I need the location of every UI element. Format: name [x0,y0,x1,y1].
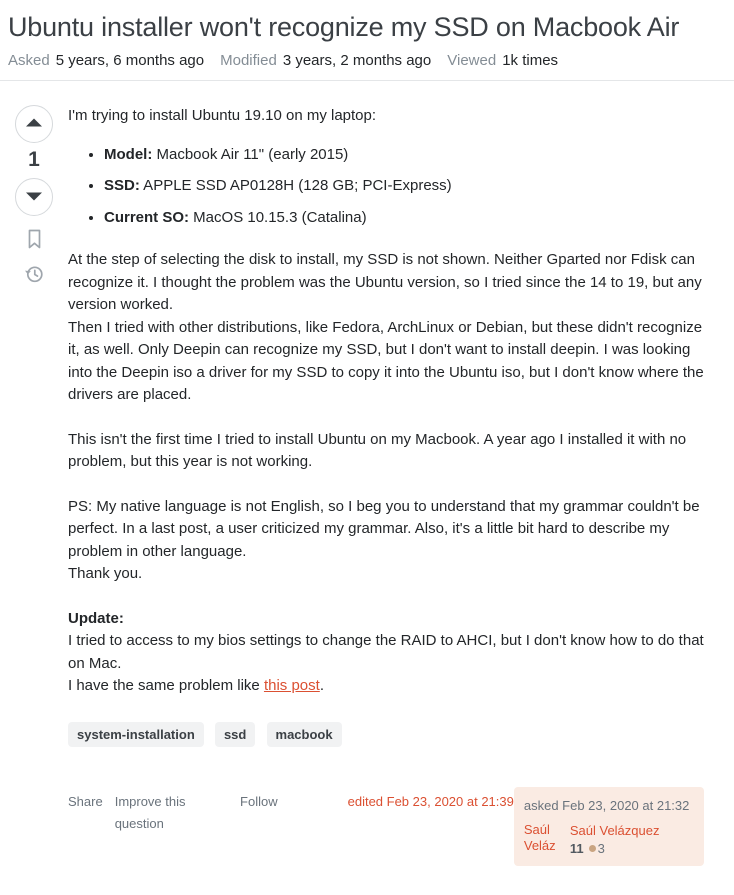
bronze-badge-count: 3 [597,841,605,857]
avatar[interactable]: Saúl Veláz [523,822,556,854]
paragraph-text: . [319,677,324,695]
history-icon [23,273,45,288]
spec-value: APPLE SSD AP0128H (128 GB; PCI-Express) [139,177,452,195]
username-link[interactable]: Saúl Velázquez [569,823,660,839]
asked-value: 5 years, 6 months ago [55,52,205,70]
meta-modified [220,52,431,69]
viewed-value: 1k times [502,52,559,70]
post-menu [68,787,290,836]
asked-timestamp: asked Feb 23, 2020 at 21:32 [523,797,690,813]
question-meta-row [8,52,726,69]
vote-up-button[interactable] [15,105,53,143]
vote-column [8,105,60,866]
spec-label: SSD: [104,177,140,195]
reputation-score: 11 [569,841,584,857]
paragraph-problem [68,249,708,407]
spec-value: Macbook Air 11" (early 2015) [152,145,349,163]
modified-value: 3 years, 2 months ago [282,52,432,70]
user-info-row [524,822,694,857]
paragraph-ps [68,496,708,586]
paragraph-text: I tried to access to my bios settings to change the RAID to AHCI, but I don't know how to do that on Mac. [68,632,704,672]
history-button[interactable] [23,263,45,285]
asked-label: Asked [8,52,50,70]
paragraph-update [68,608,708,698]
asker-signature-card [514,787,704,867]
question-body [68,105,722,866]
arrow-up-icon [25,114,43,135]
arrow-down-icon [25,187,43,208]
paragraph-text: Then I tried with other distributions, like Fedora, ArchLinux or Debian, but these didn't recognize it, as well. Only Deepin can recognize my SSD, but I don't want to install deepin. I was looking into the Deepin iso a driver for my SSD to copy it into the Ubuntu iso, but I don't know where the drivers are placed. [68,318,704,404]
paragraph-text: Thank you. [68,565,143,583]
viewed-label: Viewed [447,52,497,70]
bronze-badge-icon [589,845,596,852]
edited-timestamp-link[interactable]: edited Feb 23, 2020 at 21:39 [347,793,514,809]
user-details [570,822,660,857]
spec-label: Current SO: [104,208,190,226]
question-header [0,0,734,69]
tag-list [68,722,708,747]
intro-paragraph: I'm trying to install Ubuntu 19.10 on my laptop: [68,107,377,125]
tag-system-installation[interactable]: system-installation [68,722,204,747]
share-link[interactable]: Share [68,793,103,809]
tag-macbook[interactable]: macbook [267,722,342,747]
paragraph-text: PS: My native language is not English, so I beg you to understand that my grammar couldn't be perfect. In a last post, a user criticized my grammar. Also, it's a little bit hard to describe my problem in other language. [68,497,700,560]
bookmark-button[interactable] [24,228,45,251]
bookmark-icon [24,239,45,254]
list-item [104,207,708,230]
vote-count: 1 [28,148,40,172]
modified-label: Modified [220,52,277,70]
meta-asked [8,52,204,69]
spec-label: Model: [104,145,153,163]
list-item [104,144,708,167]
follow-link[interactable]: Follow [240,793,278,809]
meta-viewed [447,52,558,69]
question-footer [68,787,708,867]
list-item [104,175,708,198]
vote-down-button[interactable] [15,178,53,216]
paragraph-text: At the step of selecting the disk to install, my SSD is not shown. Neither Gparted nor Fdisk can recognize it. I thought the problem was the Ubuntu version, so I tried since the 14 to 19, but any version worked. [68,251,702,314]
this-post-link[interactable]: this post [263,677,320,695]
paragraph-text: I have the same problem like [68,677,264,695]
paragraph-history: This isn't the first time I tried to install Ubuntu on my Macbook. A year ago I installed it with no problem, but this year is not working. [68,430,687,471]
question-main [0,81,734,866]
tag-ssd[interactable]: ssd [215,722,255,747]
update-label: Update: [68,609,124,627]
improve-question-link[interactable]: Improve this question [114,793,186,832]
spec-value: MacOS 10.15.3 (Catalina) [189,208,367,226]
spec-list [68,144,708,230]
question-title[interactable]: Ubuntu installer won't recognize my SSD on Macbook Air [8,12,680,42]
